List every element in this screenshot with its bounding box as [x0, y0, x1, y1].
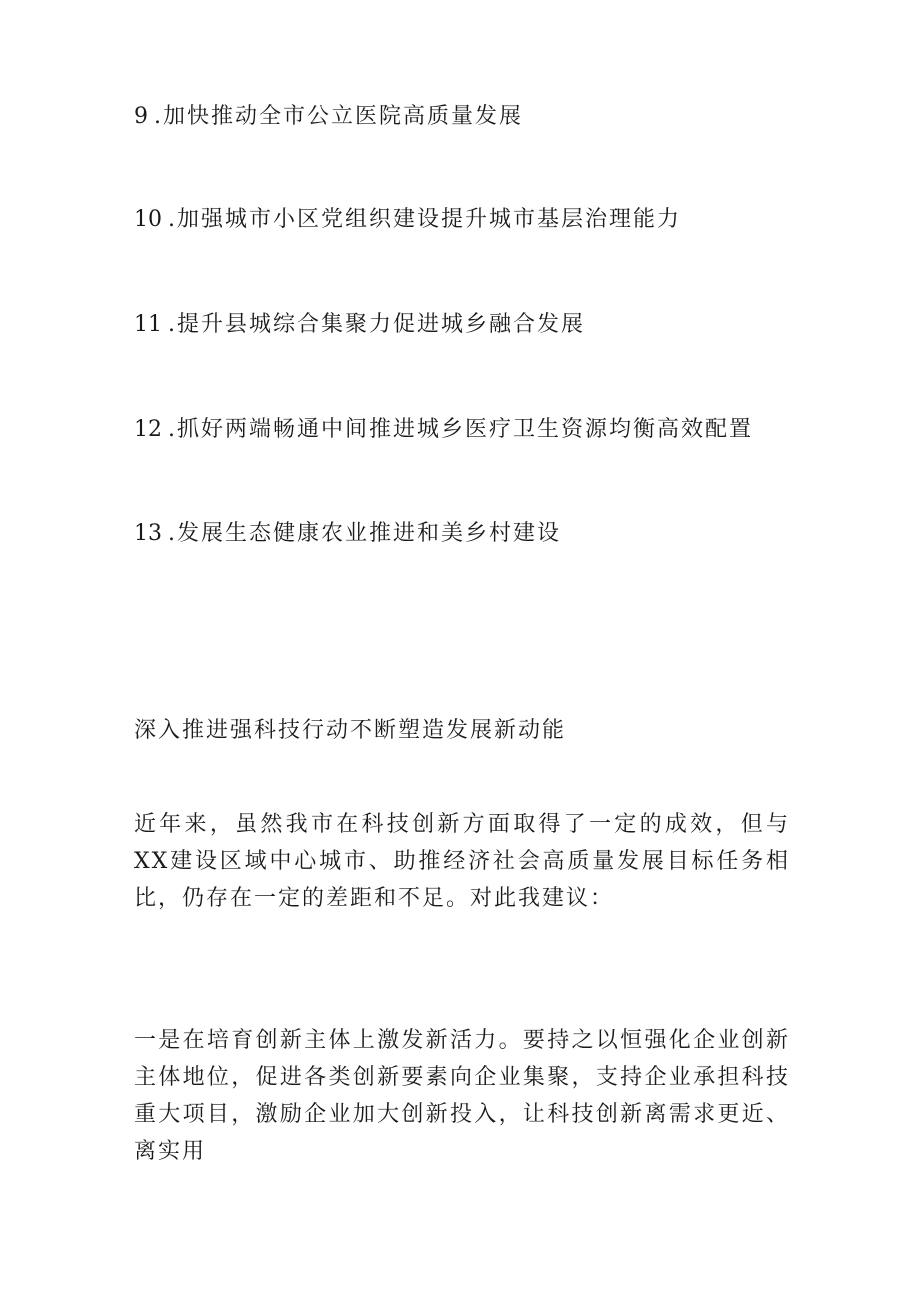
list-item-text: .发展生态健康农业推进和美乡村建设	[168, 521, 561, 546]
list-item-number: 11	[134, 312, 162, 337]
section-heading: 深入推进强科技行动不断塑造发展新动能	[134, 718, 567, 743]
list-item	[134, 205, 681, 235]
list-item	[134, 102, 523, 132]
body-paragraph: 一是在培育创新主体上激发新活力。要持之以恒强化企业创新主体地位，促进各类创新要素向企业集聚，支持企业承担科技重大项目，激励企业加大创新投入，让科技创新离需求更近、离实用	[134, 1028, 790, 1164]
list-item-number: 10	[134, 207, 162, 232]
list-item-text: .抓好两端畅通中间推进城乡医疗卫生资源均衡高效配置	[168, 417, 753, 442]
list-item-number: 9	[134, 104, 148, 129]
list-item-text: .加强城市小区党组织建设提升城市基层治理能力	[168, 207, 681, 232]
list-item	[134, 415, 753, 445]
list-item	[134, 519, 561, 549]
list-item	[134, 310, 585, 340]
list-item-number: 12	[134, 417, 162, 442]
list-item-text: .提升县城综合集聚力促进城乡融合发展	[168, 312, 585, 337]
list-item-text: .加快推动全市公立医院高质量发展	[154, 104, 523, 129]
list-item-number: 13	[134, 521, 162, 546]
body-paragraph: 近年来，虽然我市在科技创新方面取得了一定的成效，但与XX建设区域中心城市、助推经济社会高质量发展目标任务相比，仍存在一定的差距和不足。对此我建议：	[134, 812, 790, 911]
